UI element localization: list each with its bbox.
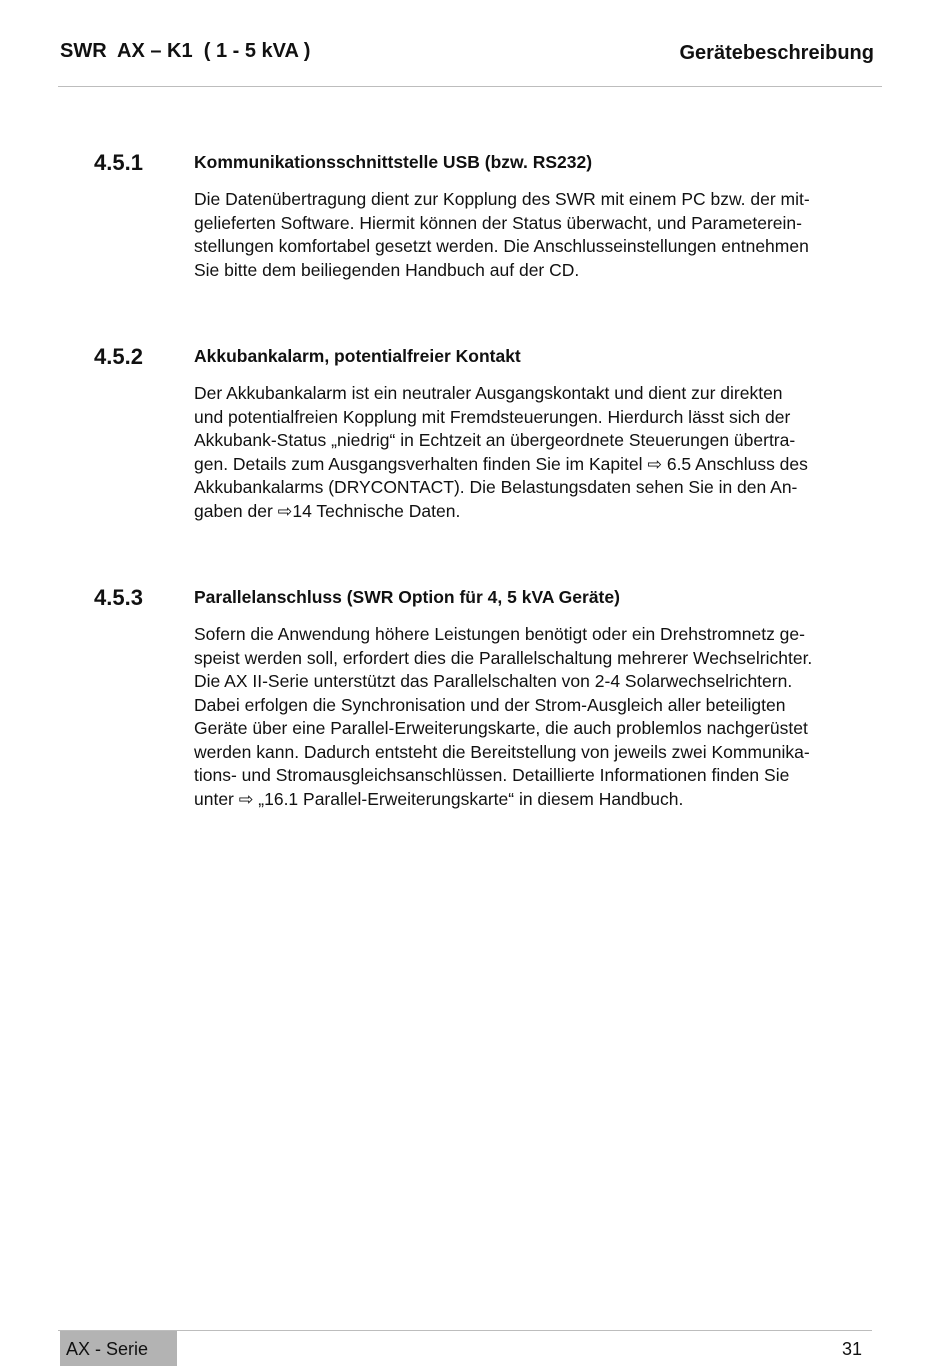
body-line: stellungen komfortabel gesetzt werden. Die Anschlusseinstellungen entnehmen xyxy=(194,236,809,256)
body-line: Geräte über eine Parallel-Erweiterungskarte, die auch problemlos nachgerüstet xyxy=(194,718,808,738)
body-line: Akkubankalarms (DRYCONTACT). Die Belastungsdaten sehen Sie in den An- xyxy=(194,477,798,497)
section-number: 4.5.1 xyxy=(94,150,143,175)
page-number: 31 xyxy=(841,1339,862,1359)
section-number: 4.5.3 xyxy=(94,585,143,610)
body-line: Akkubank-Status „niedrig“ in Echtzeit an übergeordnete Steuerungen übertra- xyxy=(194,430,796,450)
section-body xyxy=(194,188,874,282)
body-line: unter ⇨ „16.1 Parallel-Erweiterungskarte“ in diesem Handbuch. xyxy=(194,788,684,809)
body-line: und potentialfreien Kopplung mit Fremdsteuerungen. Hierdurch lässt sich der xyxy=(194,406,791,427)
document-header-chapter: Gerätebeschreibung xyxy=(679,42,874,64)
section-title: Akkubankalarm, potentialfreier Kontakt xyxy=(194,346,521,366)
body-line: Die Datenübertragung dient zur Kopplung des SWR mit einem PC bzw. der mit- xyxy=(194,189,810,209)
body-line: gaben der ⇨14 Technische Daten. xyxy=(194,500,461,521)
section-title: Parallelanschluss (SWR Option für 4, 5 kVA Geräte) xyxy=(194,587,620,607)
section-body xyxy=(194,382,874,523)
body-line: speist werden soll, erfordert dies die Parallelschaltung mehrerer Wechselrichter. xyxy=(194,647,813,668)
section-number: 4.5.2 xyxy=(94,344,143,369)
body-line: Der Akkubankalarm ist ein neutraler Ausgangskontakt und dient zur direkten xyxy=(194,383,783,403)
body-line: tions- und Stromausgleichsanschlüssen. Detaillierte Informationen finden Sie xyxy=(194,765,790,785)
body-line: Sie bitte dem beiliegenden Handbuch auf der CD. xyxy=(194,259,580,280)
body-line: Dabei erfolgen die Synchronisation und der Strom-Ausgleich aller beteiligten xyxy=(194,694,786,715)
section-body xyxy=(194,623,874,811)
header-divider xyxy=(58,86,882,87)
section-title: Kommunikationsschnittstelle USB (bzw. RS232) xyxy=(194,152,593,172)
footer-divider xyxy=(58,1330,872,1331)
body-line: werden kann. Dadurch entsteht die Bereitstellung von jeweils zwei Kommunika- xyxy=(194,741,810,762)
footer-series-label: AX - Serie xyxy=(66,1339,149,1359)
body-line: gelieferten Software. Hiermit können der Status überwacht, und Parameterein- xyxy=(194,212,802,233)
body-line: Sofern die Anwendung höhere Leistungen benötigt oder ein Drehstromnetz ge- xyxy=(194,624,805,644)
footer-series-box xyxy=(60,1331,177,1366)
document-header-title: SWR AX – K1 ( 1 - 5 kVA ) xyxy=(60,40,311,62)
body-line: gen. Details zum Ausgangsverhalten finden Sie im Kapitel ⇨ 6.5 Anschluss des xyxy=(194,453,808,474)
body-line: Die AX II-Serie unterstützt das Parallelschalten von 2-4 Solarwechselrichtern. xyxy=(194,671,793,691)
